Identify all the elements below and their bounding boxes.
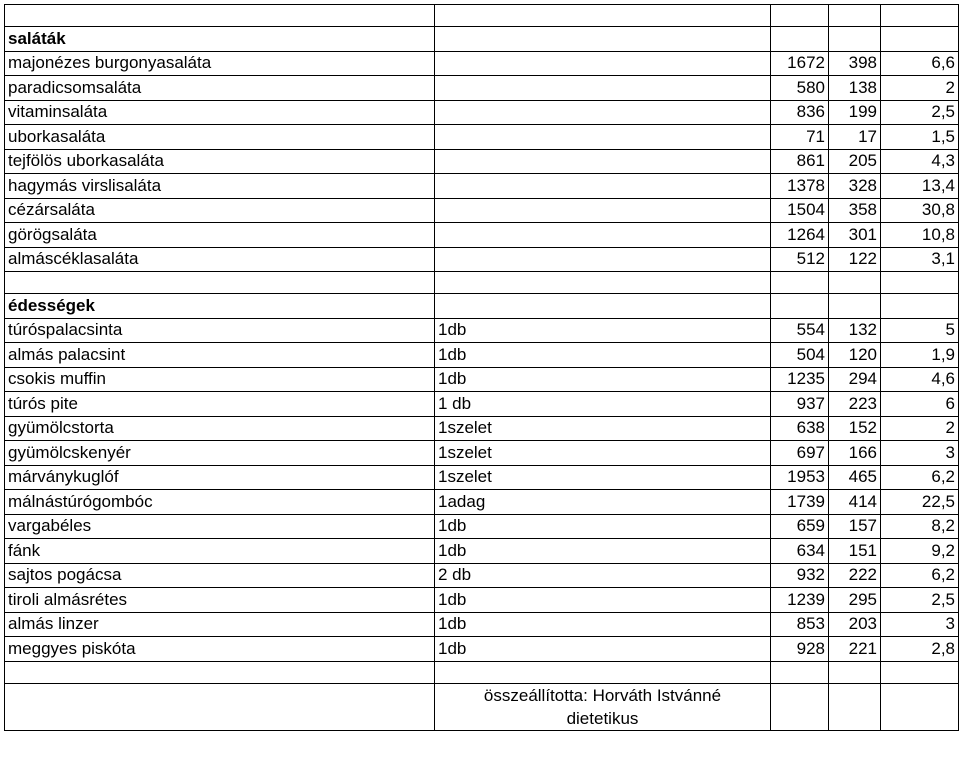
kj-cell[interactable]: 638	[771, 416, 829, 441]
food-name-cell[interactable]: sajtos pogácsa	[5, 563, 435, 588]
table-row	[5, 149, 959, 174]
fat-cell[interactable]: 2	[881, 416, 959, 441]
portion-cell[interactable]: 2 db	[435, 563, 771, 588]
cell[interactable]	[435, 27, 771, 52]
food-name-cell[interactable]: gyümölcskenyér	[5, 441, 435, 466]
table-row	[5, 76, 959, 101]
food-name-cell[interactable]: túrós pite	[5, 392, 435, 417]
fat-cell[interactable]: 1,9	[881, 343, 959, 368]
portion-cell[interactable]: 1db	[435, 612, 771, 637]
food-name-cell[interactable]: fánk	[5, 539, 435, 564]
cell[interactable]	[771, 272, 829, 294]
spacer-row	[5, 661, 959, 683]
portion-cell[interactable]	[435, 149, 771, 174]
cell[interactable]	[771, 294, 829, 319]
fat-cell[interactable]: 6	[881, 392, 959, 417]
food-name-cell[interactable]: almás linzer	[5, 612, 435, 637]
kcal-cell[interactable]: 294	[829, 367, 881, 392]
kcal-cell[interactable]: 166	[829, 441, 881, 466]
table-row	[5, 465, 959, 490]
food-name-cell[interactable]: vitaminsaláta	[5, 100, 435, 125]
table-row	[5, 343, 959, 368]
portion-cell[interactable]: 1db	[435, 539, 771, 564]
portion-cell[interactable]	[435, 125, 771, 150]
kj-cell[interactable]: 1235	[771, 367, 829, 392]
table-row	[5, 318, 959, 343]
fat-cell[interactable]: 13,4	[881, 174, 959, 199]
kcal-cell[interactable]: 205	[829, 149, 881, 174]
kj-cell[interactable]: 1264	[771, 223, 829, 248]
portion-cell[interactable]: 1szelet	[435, 465, 771, 490]
fat-cell[interactable]: 5	[881, 318, 959, 343]
kj-cell[interactable]: 1504	[771, 198, 829, 223]
fat-cell[interactable]: 22,5	[881, 490, 959, 515]
kcal-cell[interactable]: 17	[829, 125, 881, 150]
portion-cell[interactable]: 1adag	[435, 490, 771, 515]
kcal-cell[interactable]: 328	[829, 174, 881, 199]
fat-cell[interactable]: 4,6	[881, 367, 959, 392]
portion-cell[interactable]: 1 db	[435, 392, 771, 417]
cell[interactable]	[435, 5, 771, 27]
portion-cell[interactable]: 1db	[435, 514, 771, 539]
food-name-cell[interactable]: tiroli almásrétes	[5, 588, 435, 613]
cell[interactable]	[881, 661, 959, 683]
kj-cell[interactable]: 504	[771, 343, 829, 368]
nutrition-table	[4, 4, 959, 731]
food-name-cell[interactable]: görögsaláta	[5, 223, 435, 248]
fat-cell[interactable]: 9,2	[881, 539, 959, 564]
kcal-cell[interactable]: 203	[829, 612, 881, 637]
food-name-cell[interactable]: hagymás virslisaláta	[5, 174, 435, 199]
kj-cell[interactable]: 861	[771, 149, 829, 174]
section-title[interactable]: saláták	[5, 27, 435, 52]
table-row	[5, 223, 959, 248]
cell[interactable]	[829, 661, 881, 683]
food-name-cell[interactable]: márványkuglóf	[5, 465, 435, 490]
table-row	[5, 392, 959, 417]
kj-cell[interactable]: 580	[771, 76, 829, 101]
table-row	[5, 247, 959, 272]
cell[interactable]	[5, 5, 435, 27]
food-name-cell[interactable]: tejfölös uborkasaláta	[5, 149, 435, 174]
cell[interactable]	[881, 27, 959, 52]
cell[interactable]	[881, 294, 959, 319]
table-row-empty	[5, 5, 959, 27]
section-header-row	[5, 294, 959, 319]
kj-cell[interactable]: 659	[771, 514, 829, 539]
food-name-cell[interactable]: csokis muffin	[5, 367, 435, 392]
portion-cell[interactable]	[435, 247, 771, 272]
kcal-cell[interactable]: 465	[829, 465, 881, 490]
portion-cell[interactable]	[435, 100, 771, 125]
kcal-cell[interactable]: 138	[829, 76, 881, 101]
cell[interactable]	[829, 272, 881, 294]
table-row	[5, 490, 959, 515]
kj-cell[interactable]: 1239	[771, 588, 829, 613]
cell[interactable]	[829, 27, 881, 52]
section-header-row	[5, 27, 959, 52]
fat-cell[interactable]: 2,5	[881, 588, 959, 613]
food-name-cell[interactable]: túróspalacsinta	[5, 318, 435, 343]
cell[interactable]	[881, 272, 959, 294]
fat-cell[interactable]: 3,1	[881, 247, 959, 272]
table-body	[5, 5, 959, 731]
portion-cell[interactable]: 1db	[435, 637, 771, 662]
cell[interactable]	[771, 5, 829, 27]
kj-cell[interactable]: 554	[771, 318, 829, 343]
cell[interactable]	[771, 27, 829, 52]
kcal-cell[interactable]: 358	[829, 198, 881, 223]
cell[interactable]	[771, 661, 829, 683]
kcal-cell[interactable]: 120	[829, 343, 881, 368]
cell[interactable]	[5, 661, 435, 683]
author-name: összeállította: Horváth Istvánné	[483, 685, 722, 705]
kcal-cell[interactable]: 295	[829, 588, 881, 613]
food-name-cell[interactable]: almáscéklasaláta	[5, 247, 435, 272]
fat-cell[interactable]: 3	[881, 441, 959, 466]
food-name-cell[interactable]: almás palacsint	[5, 343, 435, 368]
table-row	[5, 198, 959, 223]
author-credit	[438, 684, 767, 730]
table-row	[5, 441, 959, 466]
cell[interactable]	[435, 294, 771, 319]
cell[interactable]	[5, 272, 435, 294]
kj-cell[interactable]: 1739	[771, 490, 829, 515]
portion-cell[interactable]	[435, 51, 771, 76]
cell[interactable]	[829, 5, 881, 27]
kj-cell[interactable]: 932	[771, 563, 829, 588]
table-row	[5, 637, 959, 662]
table-row	[5, 174, 959, 199]
table-row	[5, 100, 959, 125]
kcal-cell[interactable]: 398	[829, 51, 881, 76]
kj-cell[interactable]: 1953	[771, 465, 829, 490]
kj-cell[interactable]: 697	[771, 441, 829, 466]
fat-cell[interactable]: 2,8	[881, 637, 959, 662]
cell[interactable]	[771, 683, 829, 730]
credit-cell[interactable]	[435, 683, 771, 730]
food-name-cell[interactable]: cézársaláta	[5, 198, 435, 223]
food-name-cell[interactable]: gyümölcstorta	[5, 416, 435, 441]
portion-cell[interactable]	[435, 198, 771, 223]
fat-cell[interactable]: 8,2	[881, 514, 959, 539]
kj-cell[interactable]: 71	[771, 125, 829, 150]
table-row	[5, 416, 959, 441]
kcal-cell[interactable]: 222	[829, 563, 881, 588]
food-name-cell[interactable]: majonézes burgonyasaláta	[5, 51, 435, 76]
fat-cell[interactable]: 6,6	[881, 51, 959, 76]
portion-cell[interactable]: 1db	[435, 343, 771, 368]
table-row	[5, 125, 959, 150]
kj-cell[interactable]: 928	[771, 637, 829, 662]
cell[interactable]	[5, 683, 435, 730]
fat-cell[interactable]: 4,3	[881, 149, 959, 174]
food-name-cell[interactable]: uborkasaláta	[5, 125, 435, 150]
kcal-cell[interactable]: 301	[829, 223, 881, 248]
kj-cell[interactable]: 836	[771, 100, 829, 125]
portion-cell[interactable]: 1db	[435, 367, 771, 392]
portion-cell[interactable]: 1db	[435, 318, 771, 343]
fat-cell[interactable]: 1,5	[881, 125, 959, 150]
portion-cell[interactable]: 1szelet	[435, 416, 771, 441]
food-name-cell[interactable]: málnástúrógombóc	[5, 490, 435, 515]
fat-cell[interactable]: 2,5	[881, 100, 959, 125]
section-title[interactable]: édességek	[5, 294, 435, 319]
kj-cell[interactable]: 634	[771, 539, 829, 564]
fat-cell[interactable]: 3	[881, 612, 959, 637]
kj-cell[interactable]: 1672	[771, 51, 829, 76]
kj-cell[interactable]: 853	[771, 612, 829, 637]
fat-cell[interactable]: 10,8	[881, 223, 959, 248]
portion-cell[interactable]	[435, 223, 771, 248]
credit-row	[5, 683, 959, 730]
cell[interactable]	[829, 294, 881, 319]
fat-cell[interactable]: 30,8	[881, 198, 959, 223]
table-row	[5, 51, 959, 76]
food-name-cell[interactable]: vargabéles	[5, 514, 435, 539]
portion-cell[interactable]	[435, 76, 771, 101]
table-row	[5, 514, 959, 539]
table-row	[5, 563, 959, 588]
cell[interactable]	[435, 661, 771, 683]
kcal-cell[interactable]: 157	[829, 514, 881, 539]
kcal-cell[interactable]: 223	[829, 392, 881, 417]
table-row	[5, 612, 959, 637]
portion-cell[interactable]: 1db	[435, 588, 771, 613]
table-row	[5, 588, 959, 613]
kj-cell[interactable]: 1378	[771, 174, 829, 199]
cell[interactable]	[829, 683, 881, 730]
fat-cell[interactable]: 6,2	[881, 563, 959, 588]
fat-cell[interactable]: 2	[881, 76, 959, 101]
kcal-cell[interactable]: 199	[829, 100, 881, 125]
kcal-cell[interactable]: 122	[829, 247, 881, 272]
fat-cell[interactable]: 6,2	[881, 465, 959, 490]
kcal-cell[interactable]: 151	[829, 539, 881, 564]
kj-cell[interactable]: 937	[771, 392, 829, 417]
table-row	[5, 367, 959, 392]
food-name-cell[interactable]: paradicsomsaláta	[5, 76, 435, 101]
kcal-cell[interactable]: 152	[829, 416, 881, 441]
cell[interactable]	[881, 683, 959, 730]
cell[interactable]	[435, 272, 771, 294]
spacer-row	[5, 272, 959, 294]
food-name-cell[interactable]: meggyes piskóta	[5, 637, 435, 662]
table-row	[5, 539, 959, 564]
kj-cell[interactable]: 512	[771, 247, 829, 272]
kcal-cell[interactable]: 221	[829, 637, 881, 662]
kcal-cell[interactable]: 414	[829, 490, 881, 515]
author-title: dietetikus	[566, 708, 639, 728]
portion-cell[interactable]	[435, 174, 771, 199]
cell[interactable]	[881, 5, 959, 27]
portion-cell[interactable]: 1szelet	[435, 441, 771, 466]
kcal-cell[interactable]: 132	[829, 318, 881, 343]
